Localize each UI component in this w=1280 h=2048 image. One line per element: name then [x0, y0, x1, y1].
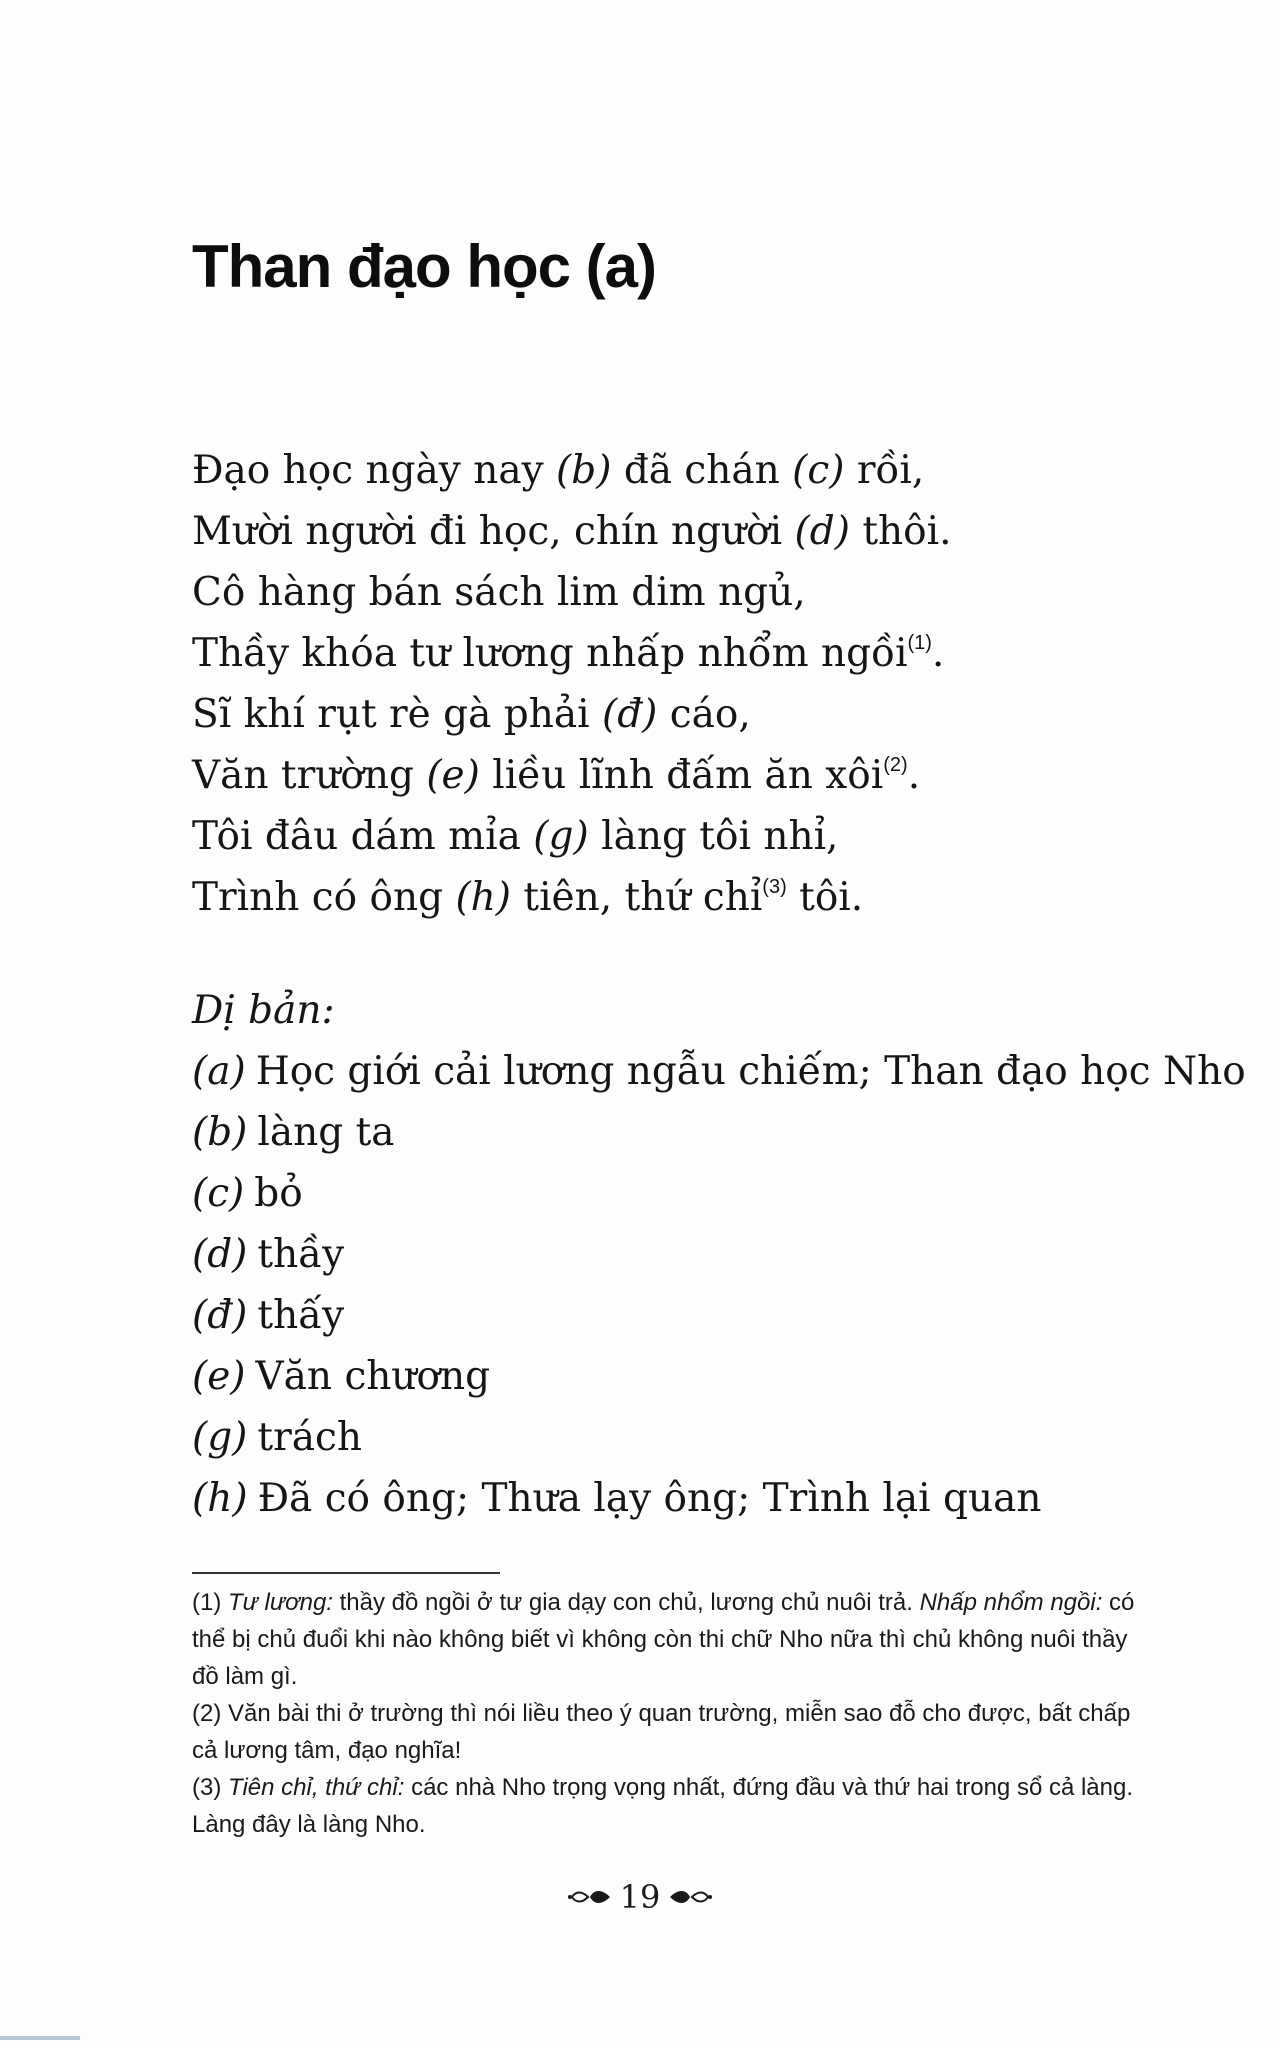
variant-tag: (b)	[192, 1110, 248, 1155]
footnote-text: các nhà Nho trọng vọng nhất, đứng đầu và thứ hai trong sổ cả làng. Làng đây là làng Nho.	[192, 1774, 1134, 1838]
variant-marker: (c)	[792, 448, 845, 493]
footnote-ref[interactable]: (3)	[762, 876, 787, 898]
variant-text: thấy	[257, 1293, 345, 1338]
variant-text: Văn chương	[255, 1354, 491, 1399]
left-ornament-icon	[568, 1881, 612, 1919]
variant-text: bỏ	[254, 1171, 303, 1216]
scan-edge	[0, 2036, 80, 2040]
poem-text: Mười người đi học, chín người	[192, 509, 795, 554]
poem-line-5	[192, 684, 951, 745]
variant-text: Đã có ông; Thưa lạy ông; Trình lại quan	[257, 1476, 1042, 1521]
variant-marker: (d)	[794, 509, 850, 554]
variant-item	[192, 1285, 1246, 1346]
variant-item	[192, 1102, 1246, 1163]
variant-marker: (đ)	[601, 692, 658, 737]
footnote-text: thầy đồ ngồi ở tư gia dạy con chủ, lương chủ nuôi trả.	[332, 1589, 920, 1616]
variant-marker: (e)	[426, 753, 480, 798]
footnote-divider	[192, 1572, 500, 1574]
variant-tag: (c)	[192, 1171, 245, 1216]
variant-item	[192, 1163, 1246, 1224]
variant-marker: (g)	[533, 814, 589, 859]
footnote-text: có thể bị chủ đuổi khi nào không biết vì không còn thi chữ Nho nữa thì chủ không nuôi thầy đồ làm gì.	[192, 1589, 1135, 1690]
variant-text: làng ta	[257, 1110, 395, 1155]
poem-text: Tôi đâu dám mỉa	[192, 814, 534, 859]
variant-marker: (h)	[455, 875, 512, 920]
poem-line-1	[192, 440, 951, 501]
footnote-2: (2) Văn bài thi ở trường thì nói liều theo ý quan trường, miễn sao đỗ cho được, bất chấp cả lương tâm, đạo nghĩa!	[192, 1700, 1131, 1764]
footnote-ref[interactable]: (2)	[883, 754, 908, 776]
poem-text: tôi.	[786, 875, 864, 920]
poem-text: .	[931, 631, 945, 676]
variant-tag: (a)	[192, 1049, 246, 1094]
variant-tag: (đ)	[192, 1293, 248, 1338]
footnote-number: (1)	[192, 1589, 228, 1616]
poem-text: thôi.	[849, 509, 952, 554]
poem-text: cáo,	[657, 692, 751, 737]
variant-item	[192, 1041, 1246, 1102]
page-number-footer	[0, 1878, 1280, 1919]
footnote-3	[192, 1769, 1152, 1843]
poem-text: tiên, thứ chỉ	[511, 875, 763, 920]
footnote-number: (3)	[192, 1774, 228, 1801]
variant-item	[192, 1407, 1246, 1468]
poem-title: Than đạo học (a)	[192, 233, 656, 300]
poem-text: làng tôi nhỉ,	[588, 814, 839, 859]
poem-line-3	[192, 562, 951, 623]
footnote-term: Tư lương:	[228, 1589, 333, 1616]
poem-line-4	[192, 623, 951, 684]
variant-text: thầy	[257, 1232, 345, 1277]
poem-text: .	[907, 753, 921, 798]
variant-marker: (b)	[556, 448, 612, 493]
right-ornament-icon	[668, 1881, 712, 1919]
poem-text: rồi,	[844, 448, 925, 493]
variant-item	[192, 1468, 1246, 1529]
footnotes	[192, 1584, 1152, 1843]
poem-body	[192, 440, 951, 928]
footnote-ref[interactable]: (1)	[907, 632, 932, 654]
poem-text: đã chán	[611, 448, 793, 493]
variant-tag: (h)	[192, 1476, 248, 1521]
variant-item	[192, 1224, 1246, 1285]
variant-text: Học giới cải lương ngẫu chiếm; Than đạo học Nho	[255, 1049, 1246, 1094]
poem-text: Trình có ông	[192, 875, 456, 920]
variant-text: trách	[257, 1415, 362, 1460]
page-number: 19	[619, 1878, 661, 1916]
variant-tag: (d)	[192, 1232, 248, 1277]
poem-line-6	[192, 745, 951, 806]
poem-text: Sĩ khí rụt rè gà phải	[192, 692, 602, 737]
poem-text: Cô hàng bán sách lim dim ngủ,	[192, 570, 806, 615]
variant-tag: (g)	[192, 1415, 248, 1460]
footnote-term: Nhấp nhổm ngồi:	[919, 1589, 1103, 1616]
poem-text: Văn trường	[192, 753, 427, 798]
poem-line-8	[192, 867, 951, 928]
poem-text: Đạo học ngày nay	[192, 448, 557, 493]
poem-text: liều lĩnh đấm ăn xôi	[479, 753, 884, 798]
poem-text: Thầy khóa tư lương nhấp nhổm ngồi	[192, 631, 908, 676]
variant-tag: (e)	[192, 1354, 246, 1399]
footnote-1	[192, 1584, 1152, 1695]
footnote-term: Tiên chỉ, thứ chỉ:	[228, 1774, 405, 1801]
variants-section	[192, 980, 1246, 1529]
variants-heading: Dị bản:	[192, 988, 335, 1033]
variant-item	[192, 1346, 1246, 1407]
poem-line-2	[192, 501, 951, 562]
poem-line-7	[192, 806, 951, 867]
